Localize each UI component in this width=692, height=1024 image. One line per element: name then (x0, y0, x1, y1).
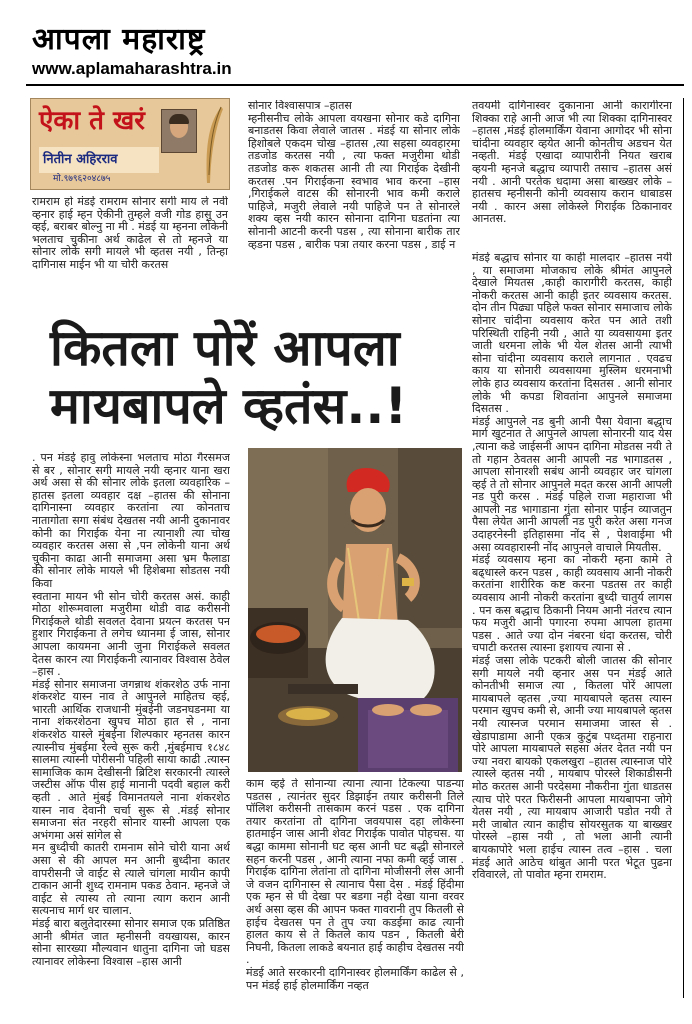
article-column-2-bottom: काम व्हई ते सोनान्या त्याना त्याना टिकल्या पाडन्या पडतस , त्यानंतर सुदर डिझाईन तयार करीसनी तिले पॉलिश करीसनी तासकाम करनं पडस . एक दागिना तयार करतांना तो दागिना जवयपास दहा लोकेस्ना हातमाईन जास आनी शेवट गिराईक पावोत पोहचस. या बद्धा काममा सोनानी घट व्हस आनी घट बद्धी सोनारले सहन करनी पडस , आनी त्याना नफा कमी व्हई जास . गिराईक दागिना लेतांना तो दागिना मोजीसनी लेस आनी जे वजन दागिनास्न से त्यानाच पैसा देस . मंडई हिंदीमा एक म्हन से घी देखा पर बडगा नही देखा याना वरवर अर्थ असा व्हस की आपन फक्त गावरानी तुप कितली से हाईच देखतस पन ते तुप ज्या कडईमा काढ त्यानी हालत काय से ते कितले काय पडन , कितली बेरी निघनी, कितला लाकडे बयनात हाई काहीच देखतस नयी . मंडई आते सरकारनी दागिनास्वर होलमार्किंग काढेल से , पन मंडई हाई होलमार्किंग नव्हत (246, 778, 464, 992)
column-title: ऐका ते खरं (39, 106, 145, 136)
headline-line-1: कितला पोरें आपला (50, 319, 400, 377)
headline-line-2: मायबापले व्हतंस..! (50, 377, 408, 435)
header-rule (26, 84, 684, 86)
author-name: नितीन अहिरराव (43, 152, 118, 167)
masthead-url[interactable]: www.aplamaharashtra.in (32, 59, 232, 78)
masthead-title: आपला महाराष्ट्र (32, 22, 206, 57)
article-intro: रामराम हो मंडई रामराम सोनार सगी माय ले नवी व्हनार हाई म्हन ऐकीनी तुम्हले वजी गोड हासु उन व्हई, बराबर बोल्नु ना मी . मंडई या म्हनना लोकेनी भलताच चुकीना अर्थ काढेल से तो म्हनजे या सोनार लोके सगी मायले भी व्हतस नयी , तिन्हा दागिनास माईन भी या चोरी करतस (32, 196, 228, 271)
masthead (32, 22, 232, 80)
author-hair (169, 114, 189, 124)
article-column-1: . पन मंडई हावु लोकेस्ना भलताच मोठा गैरसमज से बर , सोनार सगी मायले नयी व्हनार याना खरा अर्थ असा से की सोनार लोके इतला व्यवहारिक –हातस इतला व्यवहार दक्ष –हातस की सोनाना दागिनास्ना व्यवहार करतांना त्या कोनताच नातागोता सगा संबंध देखतस नयी आनी दुकानावर कोनी का गिराईक येना ना त्यानाशी त्या चोख व्यवहार करतस असा से ,पन लोकेनी याना अर्थ चुकीना काढा आनी समाजमा असा भ्रम फैलाडा की सोनार लोके मायले भी हिशेबमा सोडतस नयी किवा स्वताना मायन भी सोन चोरी करतस असं. काही मोठा शोरूमवाला मजुरीमा थोडी वाढ करीसनी गिराईकले थोडी सवलत देवाना प्रयत्न करतस पन हुशार गिराईकना ते लगेच ध्यानमा ई जास, सोनार आपला कायमना आनी जुना गिराईकले सवलत देतस कारन त्या गिराईकनी त्यानावर विश्वास ठेवेल –हास . मंडई सोनार समाजना जगन्नाथ शंकरशेठ उर्फ नाना शंकरशेट यास्न नाव ते आपुनले माहितच व्हई, भारती आर्थिक राजधानी मुंबईनी जडनघडनमा या नाना शंकरशेठना खुपच मोठा हात से , नाना शंकरशेठ यास्ले मुंबईना शिल्पकार म्हनतस कारन त्यास्नीच मुंबईमा रेल्वे सुरू करी ,मुंबईमाच १८४८ सालमा त्यास्नी पोरीसनी पहिली साया काढी .त्यास्न सामाजिक काम देखीसनी ब्रिटिश सरकारनी त्यास्ले जस्टीस ऑफ पीस हाई मानानी पदवी बहाल करी व्हती . आते मुंबई विमानतयले नाना शंकरशेठ यास्न नाव देवानी चर्चा सुरू से .मंडई सोनार समाजना संत नरहरी सोनार यास्नी आपला एक अभंगमा असं सांगेल से मन बुध्दीची कातरी रामनाम सोने चोरी याना अर्थ असा से की आपल मन आनी बुध्दीना कातर वापरीसनी जे वाईट से त्याले चांगला मायीन कापी टाकान आनी शुध्द रामनाम पकड ठेवान. म्हनजे जे वाईट से त्यास्य तो त्याना त्याग करान आनी सत्यनाच मार्ग धर चालान. मंडई बारा बलुतेदारस्मा सोनार समाज एक प्रतिष्ठित आनी श्रीमंत जात म्हनीसनी वयखायस, कारन सोना सारख्या मौल्यवान धातुना दागिना जो घडस त्यानावर लोकेस्ना विश्वास –हास आनी (32, 452, 230, 968)
goldsmith-illustration (248, 448, 462, 772)
page-border-right (683, 98, 684, 998)
article-column-3-top: तवयमी दागिनास्वर दुकानाना आनी कारागीरना शिक्का राहे आनी आज भी त्या शिक्का दागिनास्वर –हातस ,मंडई होलमार्किंग येवाना आगोदर भी सोना चांदीना व्यवहार व्हयेत आनी कोनतीच अडचन येत नव्हती. मंडई एखादा व्यापारीनी नियत खराब व्हयनी म्हनजे बद्धाच व्यापारी तसाच –हातस असं नयी . आनी परतेक धदामा असा बाख्खर लोके –हातसच म्हनीसनी कोनी व्यवसाय करान धाबाडस नयी . कारन असा लोकेस्ले गिराईक ठिकानावर आनतस. (472, 100, 672, 226)
author-photo (161, 109, 197, 153)
author-phone: मो.९७९६२०४८७५ (53, 174, 111, 184)
column-header-box (30, 98, 230, 190)
article-column-2-top: सोनार विश्वासपात्र –हातस म्हनीसनीच लोके आपला वयखना सोनार कडे दागिना बनाडतस किवा लेवाले जातस . मंडई या सोनार लोके हिशोबले एकदम चोख –हातस ,त्या सहसा व्यवहारमा तडजोड करतस नयी , त्या फक्त मजुरीमा थोडी तडजोड करू शकतस आनी ती त्या गिराईक देखीनी करतस .पन गिराईकना स्वभाव भाव करना –हास ,गिराईकले वाटस की सोनारनी भाव कमी कराले पाहिजे, मजुरी लेवाले नयी पाहिजे पन ते सोनारले शक्य व्हस नयी कारन सोनाना दागिना घडतांना त्या सोनानी आटनी करनी पडस , त्या सोनाना बारीक तार व्हडना पडस , बारीक पत्रा तयार करना पडस , डाई न (248, 100, 460, 251)
article-column-3: मंडई बद्धाच सोनार या काही मालदार –हातस नयी , या समाजमा मोजकाच लोके श्रीमंत आपुनले देखाले मियतस ,काही कारागीरी करतस, काही नोकरी करतस आनी काही इतर व्यवसाय करतस. दोन तीन पिढ्या पहिले फक्त सोनार समाजाच लोके सोनार चांदीना व्यवसाय करेत पन आते तशी परिस्थिती राहिनी नयी , आते या व्यवसायमा इतर जाती धरमना लोके भी येल शेतस आनी त्याभी सोना चांदीना व्यवसाय कराले लागनात . एवढच काय या सोनारी व्यवसायमा मुस्लिम धरमनाभी लोके हाउ व्यवसाय करतांना दिसतस . आनी सोनार लोके भी कपडा शिवतांना आपुनले समाजमा दिसतस . मंडई आपुनले नड बुनी आनी पैसा येवाना बद्धाच मार्ग खुटनात ते आपुनले आपला सोनारनी याद येस ,त्याना कडे जाईसनी आपन दागिना मोडतस नयी ते तो गहान ठेवतस आनी आपली नड भागाडतस , आपला सोनारशी सबंध आनी व्यवहार जर चांगला व्हई ते तो सोनार आपुनले मदत करस आनी आपली नड पुरी करस . मंडई पहिले राजा महाराजा भी आपली नड भागाडाना गुंता सोनार पाईन व्याजतुन पैसा लेयेत आनी आपली नड पुरी करेत असा गनज उदाहरनेस्नी इतिहासमा नोंद से , पेशवाईमा भी असा व्यवहारास्नी नोंद आपुनले वाचाले मियतीस. मंडई व्यवसाय म्हना का नोकरी म्हना कामे ते बढ्धास्ले करन पडस , काही व्यवसाय आनी नोकरी करतांना शारीरिक कष्ट करना पडतस तर काही व्यवसाय आनी नोकरी करतांना बुध्दी चातुर्य लागस . पन कस बद्धाच ठिकानी नियम आनी नंतरच त्यान फय मजुरी आनी पगारना रुपमा आपला हातमा पडस . आते ज्या दोन नंबरना धंदा करतस, चोरी चपाटी करतस त्यास्ना इशायच त्याना से . मंडई जसा लोके पटकरी बोली जातस की सोनार सगी मायले नयी व्हनार अस पन मंडई आते कोनतीभी समाज त्या , कितला पोरें आपला मायबापले व्हतस ,ज्या मायबापले व्हतस त्यास्न परमान खुपच कमी से, आनी ज्या मायबापले व्हतस नयी त्यास्नज परमान समाजमा जास्त से . खेडापाडामा आनी एकत्र कुटुंब पध्दतमा राहनारा पोरे आपला मायबापले सहसा अंतर देतत नयी पन ज्या नवरा बायको एकलखुरा –हातस त्यास्नाज पोरे त्यास्ले व्हतस नयी , मायबाप पोरस्ले शिकाडीसनी मोठ करतस आनी परदेसमा नौकरीना गुंता धाडतस त्याच पोरे परत फिरीसनी आपला मायबापना जोगे येतस नयी , त्या मायबाप आजारी पडोत नयी ते मरी जाबोत त्यान काहीच सोयरसुतक या बाख्खर पोरस्ले –हास नयी , तो भला आनी त्यानी बायकापोरे भला हाईच त्यास्न तत्व –हास . चला मंडई आते आठेच थांबुत आनी परत भेटूत पुढना रविवारले, तो पावोत म्हना रामराम. (472, 252, 672, 882)
quill-pen-icon (201, 105, 227, 185)
headline (30, 318, 462, 440)
